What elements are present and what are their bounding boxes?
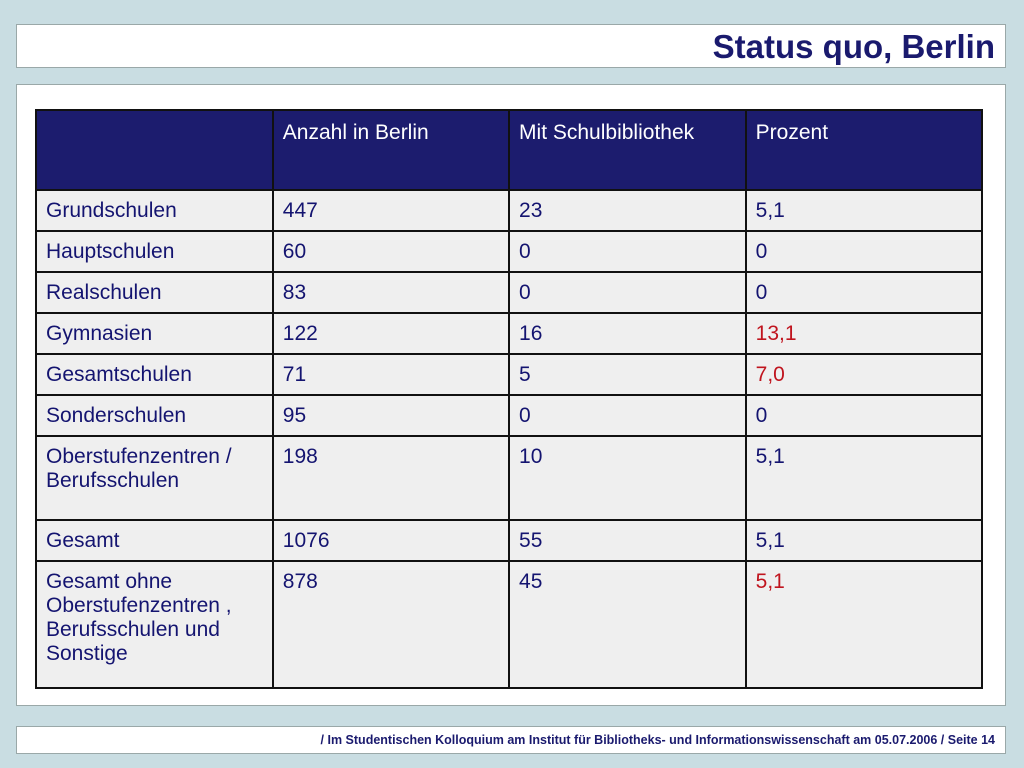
row-label: Hauptschulen bbox=[36, 231, 273, 272]
cell-percent: 0 bbox=[746, 395, 982, 436]
cell-with-library: 45 bbox=[509, 561, 746, 688]
header-cell-with-library: Mit Schulbibliothek bbox=[509, 110, 746, 190]
row-label: Gymnasien bbox=[36, 313, 273, 354]
cell-count: 198 bbox=[273, 436, 509, 520]
cell-with-library: 10 bbox=[509, 436, 746, 520]
cell-with-library: 0 bbox=[509, 272, 746, 313]
cell-with-library: 5 bbox=[509, 354, 746, 395]
table-header-row bbox=[36, 110, 982, 190]
cell-count: 95 bbox=[273, 395, 509, 436]
title-bar bbox=[16, 24, 1006, 68]
cell-with-library: 0 bbox=[509, 231, 746, 272]
cell-with-library: 16 bbox=[509, 313, 746, 354]
cell-count: 71 bbox=[273, 354, 509, 395]
table-row bbox=[36, 231, 982, 272]
footer-text: / Im Studentischen Kolloquium am Institut für Bibliotheks- und Informationswissenschaft am 05.07.2006 / Seite 14 bbox=[320, 733, 995, 747]
table-row bbox=[36, 272, 982, 313]
table-row bbox=[36, 395, 982, 436]
row-label: Realschulen bbox=[36, 272, 273, 313]
table-row bbox=[36, 354, 982, 395]
cell-percent: 5,1 bbox=[746, 520, 982, 561]
cell-percent-highlighted: 5,1 bbox=[746, 561, 982, 688]
cell-percent: 0 bbox=[746, 231, 982, 272]
cell-percent-highlighted: 7,0 bbox=[746, 354, 982, 395]
slide-title: Status quo, Berlin bbox=[712, 28, 995, 65]
table-row bbox=[36, 520, 982, 561]
cell-count: 878 bbox=[273, 561, 509, 688]
cell-count: 60 bbox=[273, 231, 509, 272]
row-label: Gesamt ohne Oberstufenzentren , Berufsschulen und Sonstige bbox=[36, 561, 273, 688]
cell-percent: 5,1 bbox=[746, 190, 982, 231]
content-panel bbox=[16, 84, 1006, 706]
row-label: Grundschulen bbox=[36, 190, 273, 231]
cell-with-library: 0 bbox=[509, 395, 746, 436]
cell-percent: 0 bbox=[746, 272, 982, 313]
cell-count: 447 bbox=[273, 190, 509, 231]
table-row bbox=[36, 436, 982, 520]
cell-count: 83 bbox=[273, 272, 509, 313]
table-row bbox=[36, 190, 982, 231]
row-label: Gesamt bbox=[36, 520, 273, 561]
cell-with-library: 55 bbox=[509, 520, 746, 561]
row-label: Gesamtschulen bbox=[36, 354, 273, 395]
cell-with-library: 23 bbox=[509, 190, 746, 231]
statistics-table bbox=[35, 109, 983, 689]
row-label: Oberstufenzentren / Berufsschulen bbox=[36, 436, 273, 520]
header-cell-percent: Prozent bbox=[746, 110, 982, 190]
row-label: Sonderschulen bbox=[36, 395, 273, 436]
header-cell-count: Anzahl in Berlin bbox=[273, 110, 509, 190]
table-row bbox=[36, 561, 982, 688]
cell-count: 122 bbox=[273, 313, 509, 354]
cell-count: 1076 bbox=[273, 520, 509, 561]
header-cell-empty bbox=[36, 110, 273, 190]
table-row bbox=[36, 313, 982, 354]
cell-percent: 5,1 bbox=[746, 436, 982, 520]
cell-percent-highlighted: 13,1 bbox=[746, 313, 982, 354]
footer-bar bbox=[16, 726, 1006, 754]
